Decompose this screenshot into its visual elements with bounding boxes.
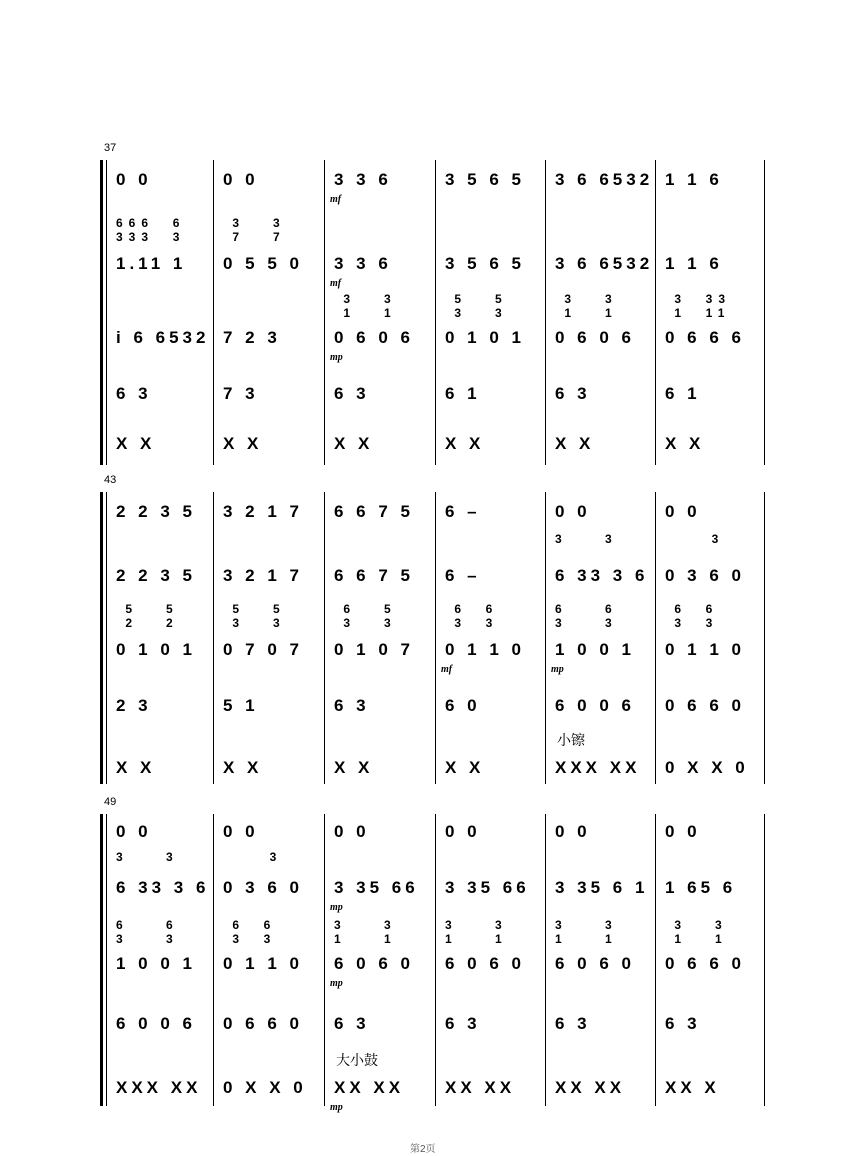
notation-r5: X X bbox=[223, 758, 263, 777]
notation-r1: 0 0 bbox=[555, 822, 591, 841]
notation-r3: 1 0 0 1 bbox=[116, 954, 196, 973]
notation-r4: 6 3 bbox=[334, 696, 370, 715]
measure bbox=[547, 492, 653, 784]
barline bbox=[764, 492, 765, 784]
barline bbox=[764, 160, 765, 465]
notation-r5: X X bbox=[445, 758, 485, 777]
notation-r3: 0 6 0 6 bbox=[555, 328, 635, 347]
notation-r5: XX XX bbox=[555, 1078, 626, 1097]
notation-r1: 0 0 bbox=[334, 822, 370, 841]
barline bbox=[545, 814, 546, 1106]
notation-r4: 0 6 6 0 bbox=[223, 1014, 303, 1033]
notation-chord3: 3 3 1 1 bbox=[674, 918, 728, 946]
measure bbox=[215, 492, 321, 784]
notation-r5: XX XX bbox=[334, 1078, 405, 1097]
measure bbox=[326, 160, 432, 465]
notation-r5: X X bbox=[334, 434, 374, 453]
notation-chord3: 3 3 1 1 bbox=[334, 918, 397, 946]
dynamic-marking: mf bbox=[441, 664, 453, 675]
barline bbox=[655, 814, 656, 1106]
notation-r4: 6 3 bbox=[334, 1014, 370, 1033]
notation-r3: 0 6 6 0 bbox=[665, 954, 745, 973]
notation-r2: 2 2 3 5 bbox=[116, 566, 196, 585]
notation-r4: 6 0 0 6 bbox=[555, 696, 635, 715]
measure bbox=[108, 814, 214, 1106]
dynamic-marking: mp bbox=[330, 352, 343, 363]
notation-r4: 7 3 bbox=[223, 384, 259, 403]
notation-chord3: 6 6 3 3 bbox=[674, 602, 719, 630]
notation-r5: X X bbox=[665, 434, 705, 453]
notation-r2: 3 3 6 bbox=[334, 254, 392, 273]
notation-r3: 0 1 0 1 bbox=[116, 640, 196, 659]
notation-r1: 0 0 bbox=[555, 502, 591, 521]
notation-r5: X X bbox=[555, 434, 595, 453]
barline bbox=[545, 160, 546, 465]
score-system-2 bbox=[96, 474, 766, 784]
dynamic-marking: mp bbox=[330, 1102, 343, 1113]
notation-r5: X X bbox=[116, 758, 156, 777]
measure bbox=[108, 492, 214, 784]
notation-r3: 6 0 6 0 bbox=[555, 954, 635, 973]
dynamic-marking: mp bbox=[330, 902, 343, 913]
notation-chord3: 3 33 1 11 bbox=[674, 292, 732, 320]
notation-r5: X X bbox=[223, 434, 263, 453]
notation-r2: 6 – bbox=[445, 566, 481, 585]
notation-r2: 6 33 3 6 bbox=[116, 878, 210, 897]
notation-r2: 1 65 6 bbox=[665, 878, 737, 897]
notation-r2: 3 6 6532 bbox=[555, 254, 654, 273]
measure bbox=[657, 814, 763, 1106]
notation-r3: 0 1 1 0 bbox=[665, 640, 745, 659]
notation-r1: 6 – bbox=[445, 502, 481, 521]
notation-chord3: 3 3 1 1 bbox=[343, 292, 397, 320]
instrument-label: 大小鼓 bbox=[336, 1052, 378, 1068]
notation-r3: i 6 6532 bbox=[116, 328, 210, 347]
notation-chord3: 6 5 3 3 bbox=[343, 602, 397, 630]
notation-r2: 6 33 3 6 bbox=[555, 566, 649, 585]
notation-chord3: 3 3 1 1 bbox=[564, 292, 618, 320]
measure bbox=[657, 160, 763, 465]
notation-chord3: 5 5 3 3 bbox=[232, 602, 286, 630]
notation-r1: 3 3 6 bbox=[334, 170, 392, 189]
notation-r3: 0 1 1 0 bbox=[445, 640, 525, 659]
notation-r1: 6 6 7 5 bbox=[334, 502, 414, 521]
notation-r1: 1 1 6 bbox=[665, 170, 723, 189]
measure bbox=[657, 492, 763, 784]
barline bbox=[545, 492, 546, 784]
measure bbox=[215, 160, 321, 465]
notation-r4: 2 3 bbox=[116, 696, 152, 715]
notation-r3: 0 1 1 0 bbox=[223, 954, 303, 973]
notation-r5: X X bbox=[445, 434, 485, 453]
barline bbox=[324, 814, 325, 1106]
barline bbox=[435, 814, 436, 1106]
measure bbox=[437, 492, 543, 784]
notation-r2: 3 35 6 1 bbox=[555, 878, 649, 897]
notation-r5: XXX XX bbox=[555, 758, 641, 777]
notation-chord3: 6 6 3 3 bbox=[555, 602, 618, 630]
notation-chord: 3 3 bbox=[116, 850, 179, 864]
page-footer: 第2页 bbox=[410, 1144, 436, 1155]
dynamic-marking: mf bbox=[330, 194, 342, 205]
bar-number: 37 bbox=[104, 142, 117, 154]
notation-r5: XX X bbox=[665, 1078, 720, 1097]
notation-chord3: 6 6 3 3 bbox=[454, 602, 499, 630]
notation-r1: 2 2 3 5 bbox=[116, 502, 196, 521]
notation-r3: 0 6 6 6 bbox=[665, 328, 745, 347]
notation-r2: 0 3 6 0 bbox=[223, 878, 303, 897]
notation-r5: XX XX bbox=[445, 1078, 516, 1097]
notation-r4: 6 3 bbox=[334, 384, 370, 403]
notation-r3: 7 2 3 bbox=[223, 328, 281, 347]
notation-r1: 0 0 bbox=[223, 822, 259, 841]
notation-chord: 3 bbox=[223, 850, 283, 864]
instrument-label: 小镲 bbox=[557, 732, 585, 748]
notation-r5: 0 X X 0 bbox=[665, 758, 749, 777]
notation-chord3: 3 3 1 1 bbox=[555, 918, 618, 946]
measure bbox=[547, 160, 653, 465]
notation-r2: 3 35 66 bbox=[445, 878, 530, 897]
notation-chord: 3 3 7 7 bbox=[232, 216, 286, 244]
notation-r4: 6 3 bbox=[445, 1014, 481, 1033]
notation-r1: 0 0 bbox=[223, 170, 259, 189]
notation-r3: 0 1 0 1 bbox=[445, 328, 525, 347]
measure bbox=[108, 160, 214, 465]
barline bbox=[435, 492, 436, 784]
measure bbox=[437, 160, 543, 465]
notation-r1: 3 5 6 5 bbox=[445, 170, 525, 189]
notation-r4: 5 1 bbox=[223, 696, 259, 715]
barline bbox=[655, 160, 656, 465]
notation-r2: 1 1 6 bbox=[665, 254, 723, 273]
notation-chord: 3 3 bbox=[555, 532, 618, 546]
barline bbox=[324, 492, 325, 784]
notation-r3: 0 7 0 7 bbox=[223, 640, 303, 659]
notation-r1: 0 0 bbox=[665, 822, 701, 841]
notation-r3: 0 6 0 6 bbox=[334, 328, 414, 347]
notation-r3: 6 0 6 0 bbox=[445, 954, 525, 973]
score-system-1 bbox=[96, 142, 766, 465]
barline bbox=[435, 160, 436, 465]
notation-r4: 6 0 0 6 bbox=[116, 1014, 196, 1033]
notation-r1: 0 0 bbox=[116, 170, 152, 189]
notation-chord3: 5 5 2 2 bbox=[125, 602, 179, 630]
notation-r3: 6 0 6 0 bbox=[334, 954, 414, 973]
barline bbox=[324, 160, 325, 465]
notation-chord3: 6 6 3 3 bbox=[232, 918, 277, 946]
notation-chord: 3 bbox=[665, 532, 725, 546]
notation-r4: 6 3 bbox=[555, 1014, 591, 1033]
notation-r4: 6 3 bbox=[665, 1014, 701, 1033]
notation-r5: 0 X X 0 bbox=[223, 1078, 307, 1097]
notation-r1: 3 6 6532 bbox=[555, 170, 654, 189]
notation-chord3: 5 5 3 3 bbox=[454, 292, 508, 320]
notation-chord3: 3 3 1 1 bbox=[445, 918, 508, 946]
measure bbox=[326, 492, 432, 784]
barline bbox=[764, 814, 765, 1106]
notation-r5: X X bbox=[334, 758, 374, 777]
notation-r4: 6 3 bbox=[555, 384, 591, 403]
notation-r3: 0 1 0 7 bbox=[334, 640, 414, 659]
notation-r2: 3 2 1 7 bbox=[223, 566, 303, 585]
dynamic-marking: mf bbox=[330, 278, 342, 289]
notation-r4: 0 6 6 0 bbox=[665, 696, 745, 715]
bar-number: 43 bbox=[104, 474, 117, 486]
notation-r2: 1.11 1 bbox=[116, 254, 187, 273]
notation-r5: X X bbox=[116, 434, 156, 453]
dynamic-marking: mp bbox=[330, 978, 343, 989]
notation-r1: 0 0 bbox=[445, 822, 481, 841]
measure bbox=[547, 814, 653, 1106]
measure bbox=[326, 814, 432, 1113]
notation-r3: 1 0 0 1 bbox=[555, 640, 635, 659]
measure bbox=[215, 814, 321, 1106]
notation-r4: 6 3 bbox=[116, 384, 152, 403]
notation-r2: 0 3 6 0 bbox=[665, 566, 745, 585]
notation-r1: 3 2 1 7 bbox=[223, 502, 303, 521]
notation-r4: 6 0 bbox=[445, 696, 481, 715]
notation-chord: 666 6 333 3 bbox=[116, 216, 186, 244]
notation-chord3: 6 6 3 3 bbox=[116, 918, 179, 946]
dynamic-marking: mp bbox=[551, 664, 564, 675]
score-system-3 bbox=[96, 796, 766, 1113]
notation-r4: 6 1 bbox=[665, 384, 701, 403]
measure bbox=[437, 814, 543, 1106]
notation-r2: 3 5 6 5 bbox=[445, 254, 525, 273]
notation-r2: 3 35 66 bbox=[334, 878, 419, 897]
barline bbox=[655, 492, 656, 784]
bar-number: 49 bbox=[104, 796, 117, 808]
notation-r5: XXX XX bbox=[116, 1078, 202, 1097]
notation-r4: 6 1 bbox=[445, 384, 481, 403]
notation-r1: 0 0 bbox=[665, 502, 701, 521]
notation-r2: 0 5 5 0 bbox=[223, 254, 303, 273]
notation-r2: 6 6 7 5 bbox=[334, 566, 414, 585]
notation-r1: 0 0 bbox=[116, 822, 152, 841]
